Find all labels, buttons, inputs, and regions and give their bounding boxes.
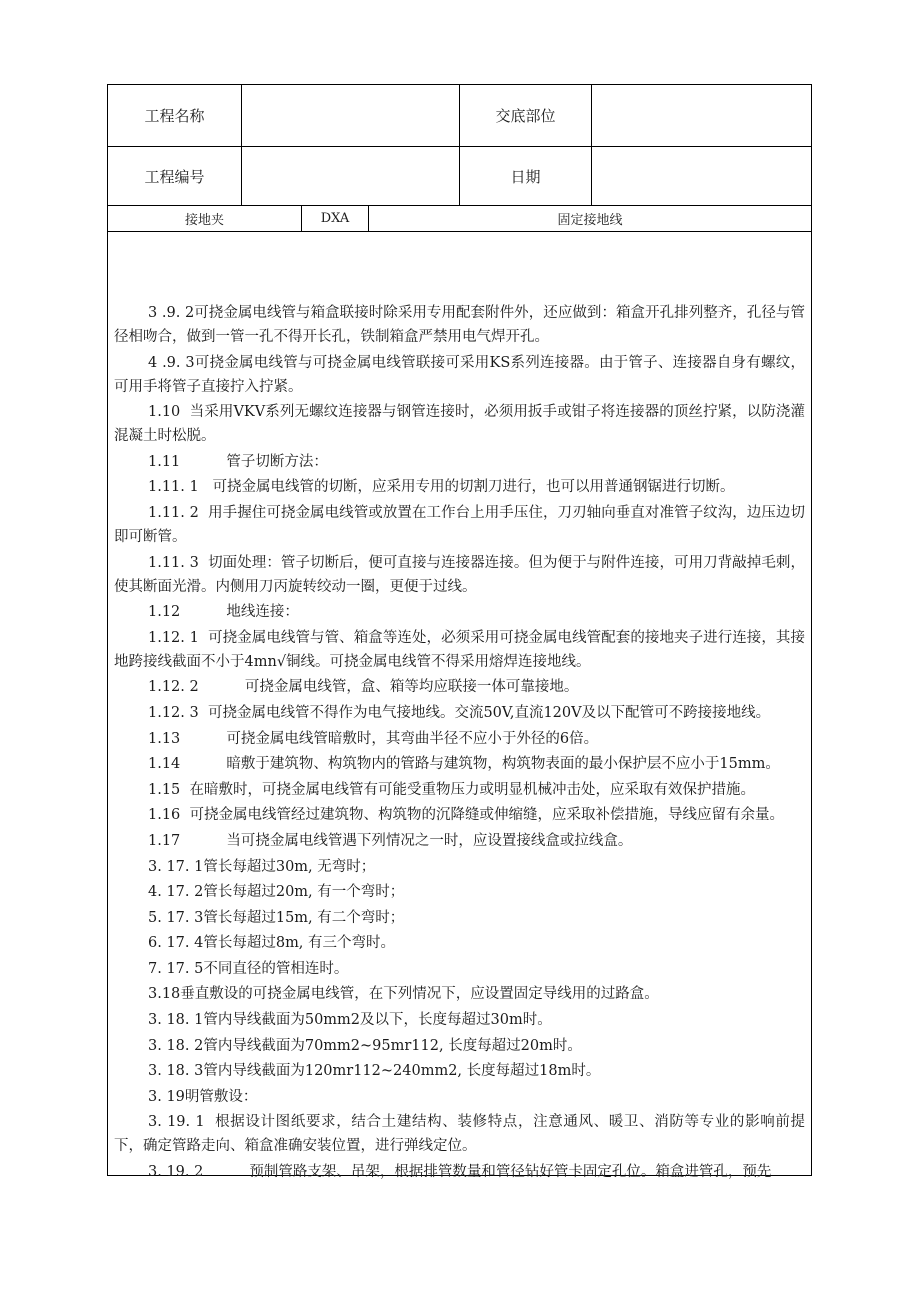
date-value[interactable] xyxy=(592,147,811,205)
paragraph: 1.11. 1 可挠金属电线管的切断，应采用专用的切割刀进行，也可以用普通钢锯进行切断。 xyxy=(148,479,735,496)
item-name: 接地夹 xyxy=(184,213,224,228)
paragraph: 1.12. 2 可挠金属电线管，盒、箱等均应联接一体可靠接地。 xyxy=(148,679,579,696)
project-number-value[interactable] xyxy=(242,147,459,205)
paragraph: 1.10 当采用VKV系列无螺纹连接器与钢管连接时，必须用扳手或钳子将连接器的顶丝拧紧，以防浇灌混凝土时松脱。 xyxy=(114,404,805,445)
paragraph: 1.17 当可挠金属电线管遇下列情况之一时，应设置接线盒或拉线盒。 xyxy=(148,832,633,849)
item-model: DXA xyxy=(320,211,350,226)
paragraph: 3. 19. 2 预制管路支架、吊架，根据排管数量和管径钻好管卡固定孔位。箱盒进管孔，预先 xyxy=(148,1164,772,1181)
project-number-label: 工程编号 xyxy=(144,167,205,186)
header-row-2 xyxy=(108,147,811,206)
header-row-1 xyxy=(108,85,811,147)
paragraph: 1.12 地线连接： xyxy=(148,604,299,621)
paragraph: 3. 18. 1管内导线截面为50mm2及以下，长度每超过30m时。 xyxy=(148,1012,552,1029)
item-row xyxy=(108,206,811,232)
paragraph: 1.14 暗敷于建筑物、构筑物内的管路与建筑物，构筑物表面的最小保护层不应小于15mm。 xyxy=(148,756,780,773)
handover-part-value[interactable] xyxy=(592,85,811,146)
paragraph: 1.16 可挠金属电线管经过建筑物、构筑物的沉降缝或伸缩缝，应采取补偿措施，导线应留有余量。 xyxy=(148,807,784,824)
paragraph: 4 .9. 3可挠金属电线管与可挠金属电线管联接可采用KS系列连接器。由于管子、连接器自身有螺纹，可用手将管子直接拧入拧紧。 xyxy=(114,354,805,395)
item-usage: 固定接地线 xyxy=(557,213,623,228)
paragraph: 3 .9. 2可挠金属电线管与箱盒联接时除采用专用配套附件外，还应做到：箱盒开孔排列整齐，孔径与管径相吻合，做到一管一孔不得开长孔，铁制箱盒严禁用电气焊开孔。 xyxy=(114,305,805,345)
paragraph: 3. 19明管敷设： xyxy=(148,1088,258,1105)
project-name-value[interactable] xyxy=(242,85,459,146)
disclosure-form xyxy=(107,84,812,1181)
paragraph: 1.11 管子切断方法： xyxy=(148,453,328,470)
date-label: 日期 xyxy=(510,167,541,186)
paragraph: 6. 17. 4管长每超过8m, 有三个弯时。 xyxy=(148,935,396,952)
paragraph: 1.11. 2 用手握住可挠金属电线管或放置在工作台上用手压住，刀刃轴向垂直对准管子纹沟，边压边切即可断管。 xyxy=(114,504,805,545)
paragraph: 1.12. 1 可挠金属电线管与管、箱盒等连处，必须采用可挠金属电线管配套的接地夹子进行连接，其接地跨接线截面不小于4mn√铜线。可挠金属电线管不得采用熔焊连接地线。 xyxy=(114,629,805,670)
paragraph: 3. 18. 2管内导线截面为70mm2~95mr112, 长度每超过20m时。 xyxy=(148,1037,582,1054)
paragraph: 3.18垂直敷设的可挠金属电线管，在下列情况下，应设置固定导线用的过路盒。 xyxy=(148,986,659,1003)
paragraph: 1.15 在暗敷时，可挠金属电线管有可能受重物压力或明显机械冲击处，应采取有效保护措施。 xyxy=(148,781,755,798)
disclosure-content xyxy=(108,234,811,1186)
paragraph: 5. 17. 3管长每超过15m, 有二个弯时； xyxy=(148,909,405,926)
project-name-label: 工程名称 xyxy=(144,107,205,125)
paragraph: 3. 18. 3管内导线截面为120mr112~240mm2, 长度每超过18m时。 xyxy=(148,1063,601,1080)
paragraph: 1.12. 3 可挠金属电线管不得作为电气接地线。交流50V,直流120V及以下配管可不跨接接地线。 xyxy=(148,704,771,721)
paragraph: 3. 19. 1 根据设计图纸要求，结合土建结构、装修特点，注意通风、暖卫、消防等专业的影响前提下，确定管路走向、箱盒准确安装位置，进行弹线定位。 xyxy=(114,1114,805,1155)
paragraph: 1.13 可挠金属电线管暗敷时，其弯曲半径不应小于外径的6倍。 xyxy=(148,730,599,747)
paragraph: 7. 17. 5不同直径的管相连时。 xyxy=(148,960,349,977)
paragraph: 1.11. 3 切面处理：管子切断后，便可直接与连接器连接。但为便于与附件连接，可用刀背敲掉毛刺，使其断面光滑。内侧用刀丙旋转绞动一圈，更便于过线。 xyxy=(114,554,805,595)
paragraph: 4. 17. 2管长每超过20m, 有一个弯时； xyxy=(148,884,405,901)
handover-part-label: 交底部位 xyxy=(495,107,556,125)
paragraph: 3. 17. 1管长每超过30m, 无弯时； xyxy=(148,858,376,875)
